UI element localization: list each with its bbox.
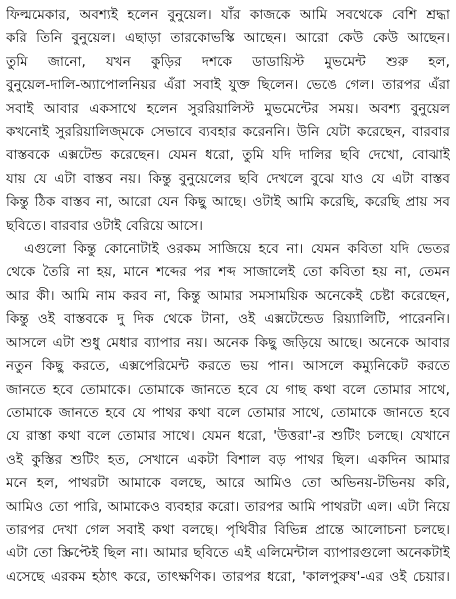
text-line: আসলে এটা শুধু মেধার ব্যাপার নয়। অনেক কিছু জড়িয়ে আছে। অনেকে আবার <box>6 334 450 351</box>
text-line: বুনুয়েল-দালি-অ্যাপোলনিয়র এঁরা সবাই যুক্ত ছিলেন। ভেঙে গেল। তারপর এঁরা <box>6 77 450 94</box>
text-line: নতুন কিছু করতে, এক্সপেরিমেন্ট করতে ভয় পান। আসলে কম্যুনিকেট করতে <box>6 358 450 375</box>
text-line: কখনোই সুররিয়ালিজ্‌মকে সেভাবে ব্যবহার করেননি। উনি যেটা করেছেন, বারবার <box>6 124 450 141</box>
text-line: যায় যে এটা বাস্তব নয়। কিন্তু বুনুয়েলের ছবি দেখলে বুঝে যাও যে এটা বাস্তব <box>6 170 450 187</box>
text-line: তোমাকে জানতে হবে যে পাথর কথা বলে তোমার সাথে, তোমাকে জানতে হবে <box>6 404 450 421</box>
text-line: আমিও তো পারি, আমাকেও ব্যবহার করো। তারপর আমি পাথরটা এল। এটা নিয়ে <box>6 498 450 515</box>
text-line: এগুলো কিন্তু কোনোটাই ওরকম সাজিয়ে হবে না। যেমন কবিতা যদি ভেতর <box>24 241 450 258</box>
text-line: এসেছে এরকম হঠাৎ করে, তাৎক্ষণিক। তারপর ধরো, 'কালপুরুষ'-এর ওই চেয়ার। <box>6 568 450 585</box>
text-line: যে রাস্তা কথা বলে তোমার সাথে। যেমন ধরো, 'উত্তরা'-র শুটিং চলছে। যেখানে <box>6 428 450 445</box>
paragraph-1 <box>6 4 450 238</box>
text-line: ওই কুস্তির শুটিং হত, সেখানে একটা বিশাল বড় পাথর ছিল। একদিন আমার <box>6 451 450 468</box>
text-line: তুমি জানো, যখন কুড়ির দশকে ডাডায়িস্ট মুভমেন্ট শুরু হল, <box>6 53 450 70</box>
text-line: জানতে হবে তোমাকে। তোমাকে জানতে হবে যে গাছ কথা বলে তোমার সাথে, <box>6 381 450 398</box>
text-line: মনে হল, পাথরটা আমাকে বলছে, আরে আমিও তো অভিনয়-টভিনয় করি, <box>6 475 450 492</box>
text-line: ফিল্মমেকার, অবশ্যই হলেন বুনুয়েল। যাঁর কাজকে আমি সবথেকে বেশি শ্রদ্ধা <box>6 7 450 23</box>
text-line: থেকে তৈরি না হয়, মানে শব্দের পর শব্দ সাজালেই তো কবিতা হয় না, তেমন <box>6 264 450 281</box>
text-line: আর কী। আমি নাম করব না, কিন্তু আমার সমসাময়িক অনেকেই চেষ্টা করেছেন, <box>6 287 450 304</box>
text-line: সবাই আবার একসাথে হলেন সুররিয়ালিস্ট মুভমেন্টের সময়। অবশ্য বুনুয়েল <box>6 100 450 117</box>
text-line: কিন্তু ঠিক বাস্তব না, আরো যেন কিছু আছে। ওটাই আমি করেছি, করেছি প্রায় সব <box>6 194 450 211</box>
text-line: বাস্তবকে এক্সটেন্ড করেছেন। যেমন ধরো, তুমি যদি দালির ছবি দেখো, বোঝাই <box>6 147 450 164</box>
paragraph-2 <box>6 238 450 589</box>
text-line: কিন্তু ওই বাস্তবকে দু দিক থেকে টানা, ওই এক্সটেন্ডেড রিয়্যালিটি, পারেননি। <box>6 311 450 328</box>
text-line: এটা তো স্ক্রিপ্টেই ছিল না। আমার ছবিতে এই এলিমেন্টাল ব্যাপারগুলো অনেকটাই <box>6 545 450 562</box>
text-line: তারপর দেখা গেল সবাই কথা বলছে। পৃথিবীর বিভিন্ন প্রান্তে আলোচনা চলছে। <box>6 521 450 538</box>
text-line: করি তিনি বুনুয়েল। এছাড়া তারকোভস্কি আছেন। আরো কেউ কেউ আছেন। <box>6 30 450 47</box>
text-line: ছবিতে। বারবার ওটাই বেরিয়ে আসে। <box>6 217 203 234</box>
